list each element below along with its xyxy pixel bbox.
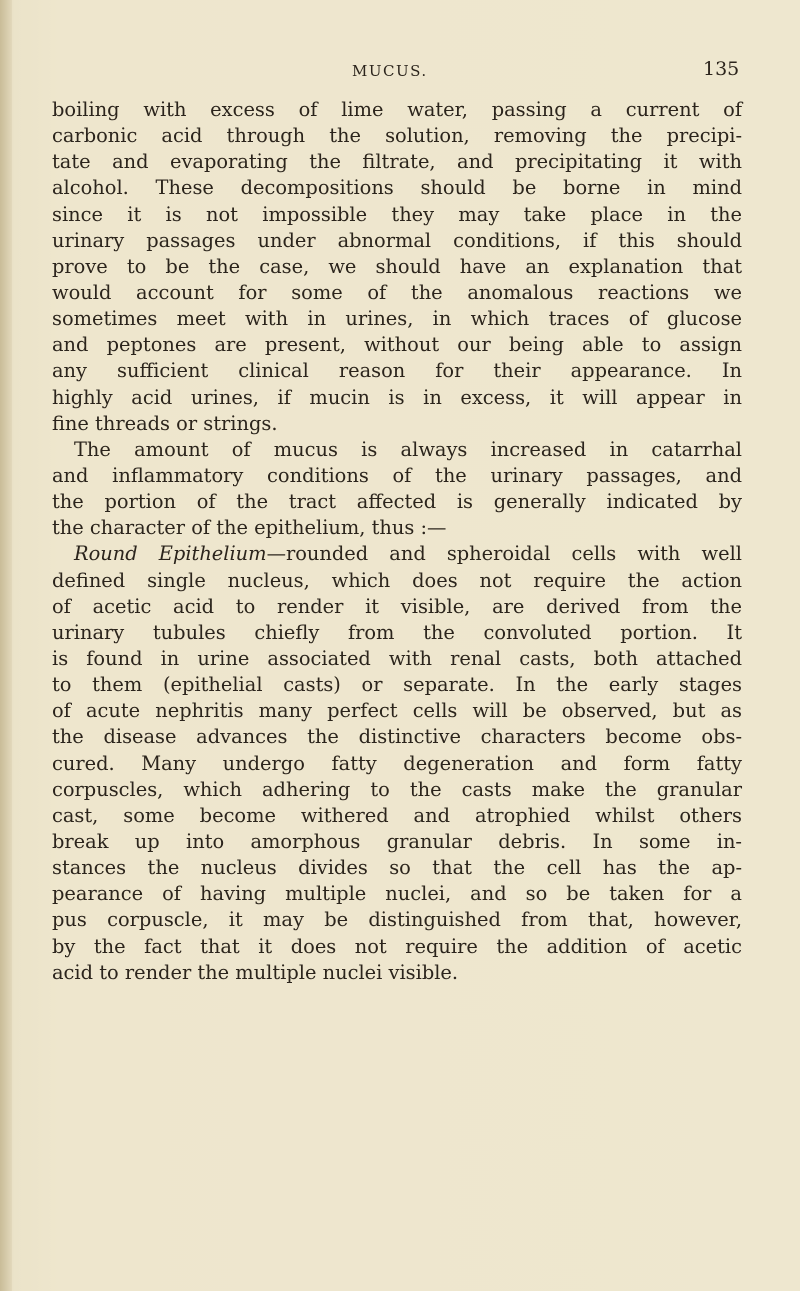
text-line-rest: —rounded and spheroidal cells with well (266, 542, 742, 566)
text-line: the disease advances the distinctive characters become obs- (52, 725, 742, 749)
text-line: urinary passages under abnormal conditions, if this should (52, 228, 742, 252)
text-line: would account for some of the anomalous reactions we (52, 280, 742, 304)
text-line: pus corpuscle, it may be distinguished from that, however, (52, 908, 742, 932)
running-head (0, 58, 800, 88)
page-number: 135 (703, 58, 740, 80)
text-line: the character of the epithelium, thus :— (52, 516, 447, 540)
text-line: break up into amorphous granular debris. In some in- (52, 829, 742, 853)
text-line: cured. Many undergo fatty degeneration and form fatty (52, 751, 742, 775)
text-line: and peptones are present, without our being able to assign (52, 333, 742, 357)
text-line: and inflammatory conditions of the urinary passages, and (52, 463, 742, 487)
paragraph-start-line (52, 541, 742, 567)
text-line: sometimes meet with in urines, in which traces of glucose (52, 307, 742, 331)
text-line: corpuscles, which adhering to the casts make the granular (52, 777, 742, 801)
text-line: the portion of the tract affected is generally indicated by (52, 490, 742, 514)
text-line: boiling with excess of lime water, passing a current of (52, 98, 742, 121)
text-line: cast, some become withered and atrophied whilst others (52, 803, 742, 827)
text-line: defined single nucleus, which does not require the action (52, 568, 742, 592)
text-line: carbonic acid through the solution, removing the precipi- (52, 124, 742, 148)
italic-term: Round Epithelium (74, 542, 267, 566)
text-line: is found in urine associated with renal casts, both attached (52, 646, 742, 670)
text-line: fine threads or strings. (52, 411, 278, 435)
text-line: since it is not impossible they may take place in the (52, 202, 742, 226)
paragraph-start-line: The amount of mucus is always increased in catarrhal (74, 437, 742, 461)
text-line: stances the nucleus divides so that the cell has the ap- (52, 856, 742, 880)
text-line: tate and evaporating the filtrate, and precipitating it with (52, 150, 742, 174)
text-line: acid to render the multiple nuclei visible. (52, 960, 459, 984)
page-gutter (0, 0, 12, 1291)
body-text (52, 97, 742, 986)
text-line: prove to be the case, we should have an explanation that (52, 254, 742, 278)
text-line: by the fact that it does not require the addition of acetic (52, 934, 742, 958)
text-line: highly acid urines, if mucin is in excess, it will appear in (52, 385, 742, 409)
text-line: pearance of having multiple nuclei, and so be taken for a (52, 882, 742, 906)
text-line: any sufficient clinical reason for their appearance. In (52, 359, 742, 383)
text-line: of acetic acid to render it visible, are derived from the (52, 594, 742, 618)
running-title: MUCUS. (352, 62, 428, 80)
text-line: of acute nephritis many perfect cells will be observed, but as (52, 699, 742, 723)
text-line: urinary tubules chiefly from the convoluted portion. It (52, 620, 742, 644)
text-line: to them (epithelial casts) or separate. In the early stages (52, 673, 742, 697)
text-line: alcohol. These decompositions should be borne in mind (52, 176, 742, 200)
